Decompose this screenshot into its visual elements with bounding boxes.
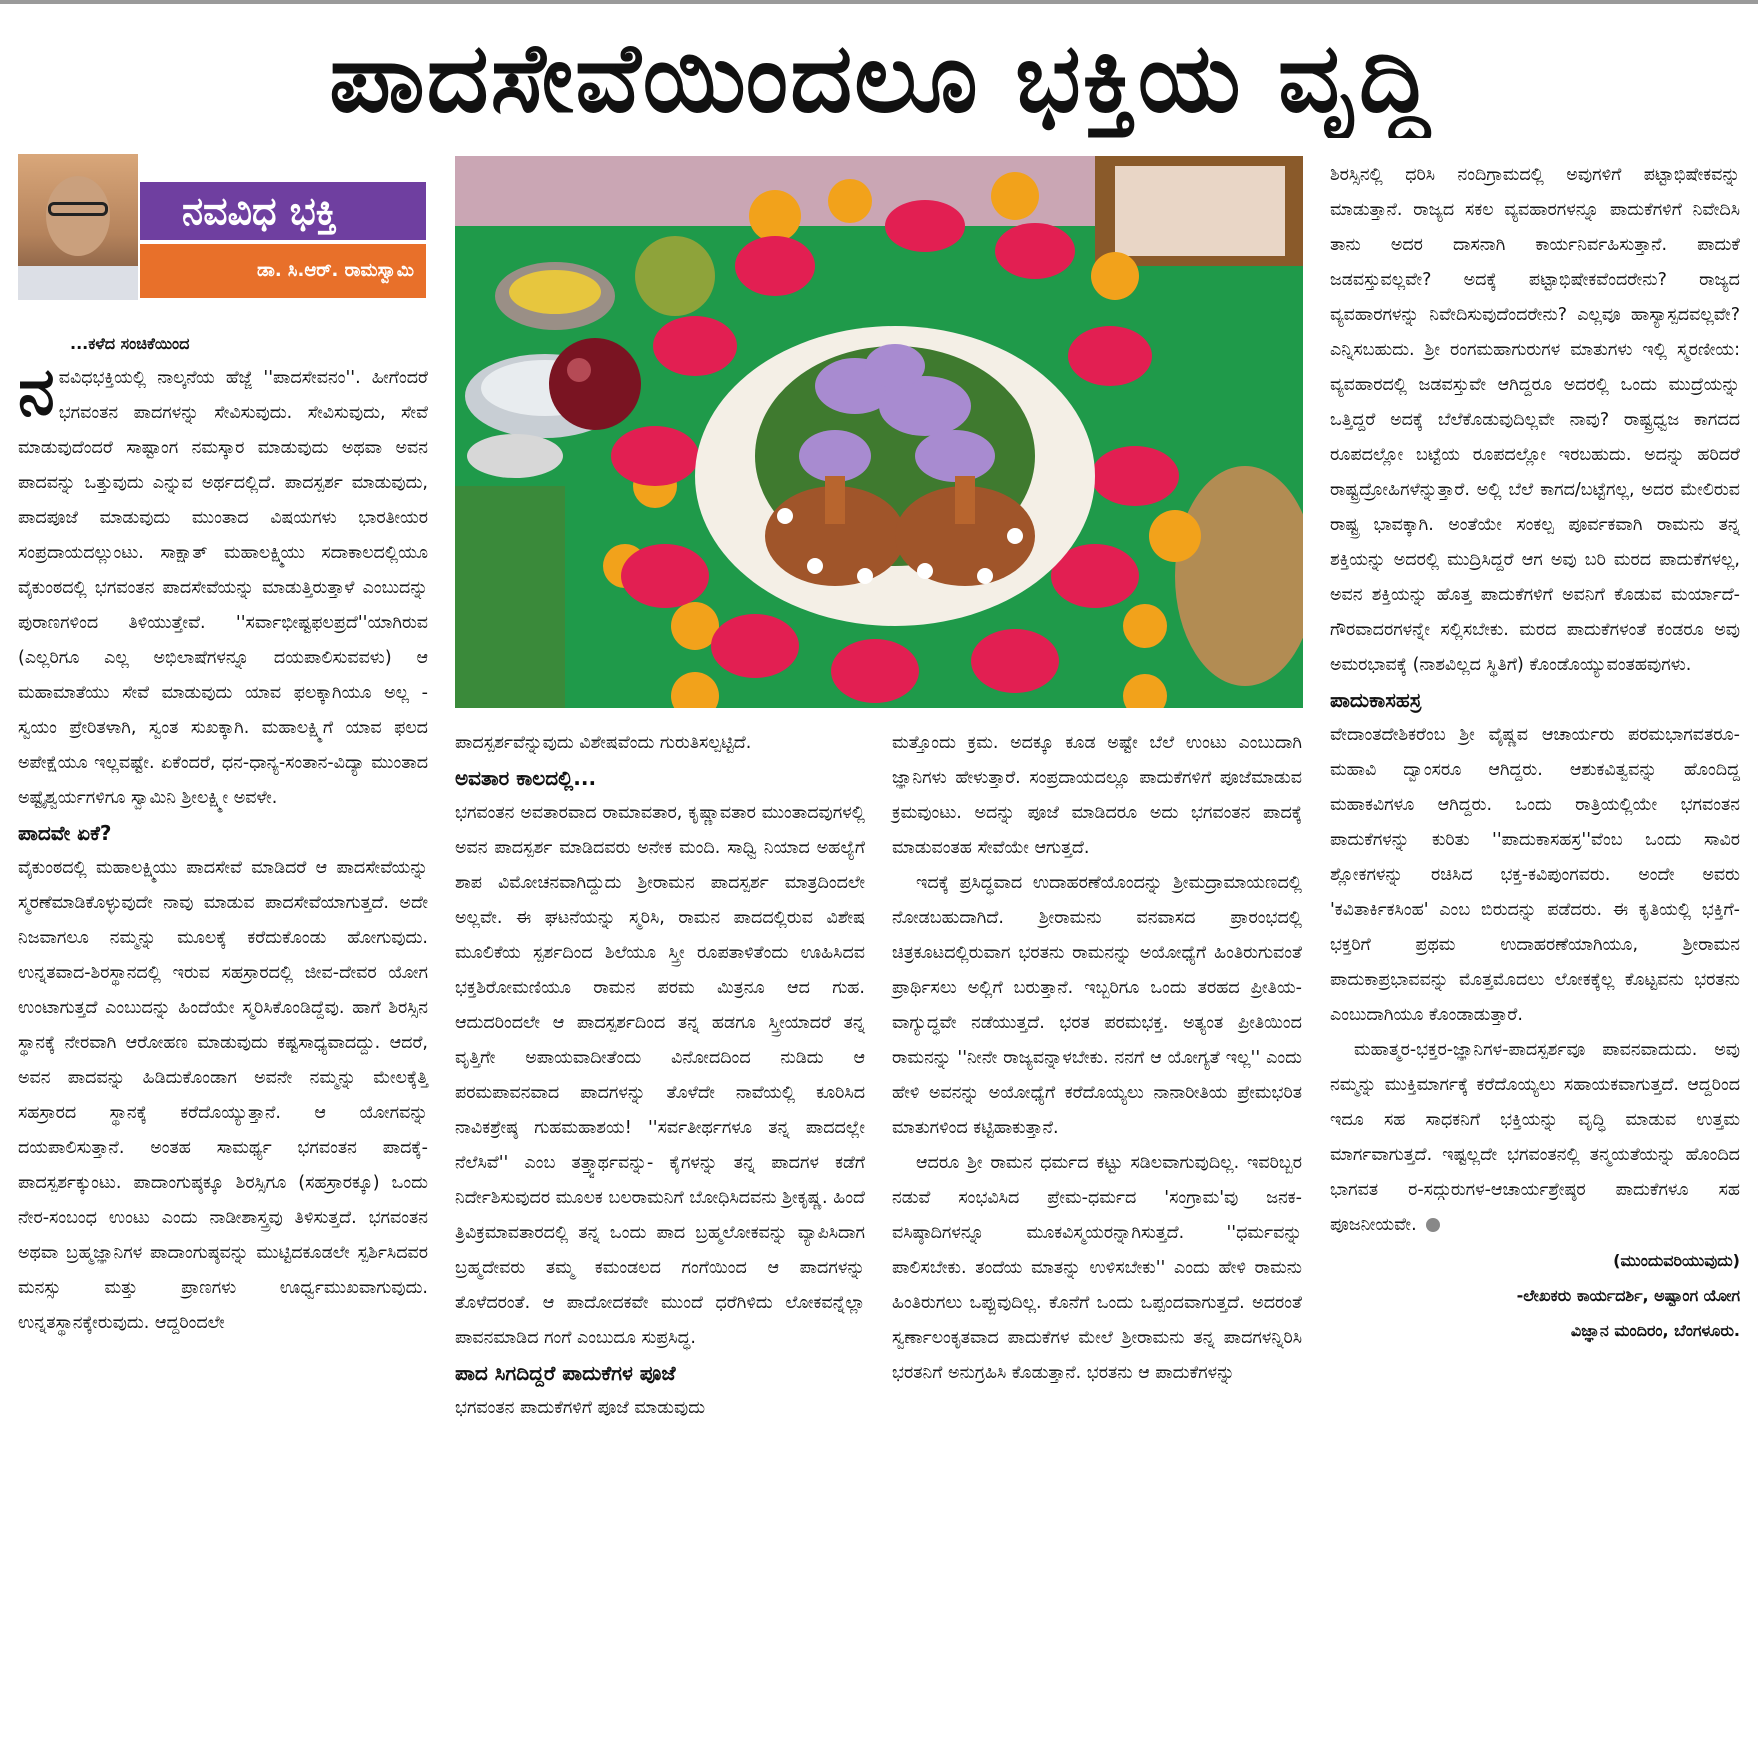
author-name: ಡಾ. ಸಿ.ಆರ್. ರಾಮಸ್ವಾಮಿ (140, 244, 426, 298)
col3-paragraph-2: ಇದಕ್ಕೆ ಪ್ರಸಿದ್ಧವಾದ ಉದಾಹರಣೆಯೊಂದನ್ನು ಶ್ರೀಮದ್ರಾಮಾಯಣದಲ್ಲಿ ನೋಡಬಹುದಾಗಿದೆ. ಶ್ರೀರಾಮನು ವನವಾಸದ ಪ್ರಾರಂಭದಲ್ಲಿ ಚಿತ್ರಕೂಟದಲ್ಲಿರುವಾಗ ಭರತನು ರಾಮನನ್ನು ಅಯೋಧ್ಯೆಗೆ ಹಿಂತಿರುಗುವಂತೆ ಪ್ರಾರ್ಥಿಸಲು ಅಲ್ಲಿಗೆ ಬರುತ್ತಾನೆ. ಇಬ್ಬರಿಗೂ ಒಂದು ತರಹದ ಪ್ರೀತಿಯ-ವಾಗ್ಯುದ್ಧವೇ ನಡೆಯುತ್ತದೆ. ಭರತ ಪರಮಭಕ್ತ. ಅತ್ಯಂತ ಪ್ರೀತಿಯಿಂದ ರಾಮನನ್ನು ''ನೀನೇ ರಾಜ್ಯವನ್ನಾಳಬೇಕು. ನನಗೆ ಆ ಯೋಗ್ಯತೆ ಇಲ್ಲ'' ಎಂದು ಹೇಳಿ ಅವನನ್ನು ಅಯೋಧ್ಯೆಗೆ ಕರೆದೊಯ್ಯಲು ನಾನಾರೀತಿಯ ಪ್ರೇಮಭರಿತ ಮಾತುಗಳಿಂದ ಕಟ್ಟಿಹಾಕುತ್ತಾನೆ. (892, 873, 1302, 1138)
col4-paragraph-3 (1330, 1033, 1740, 1243)
subheading-why-feet: ಪಾದವೇ ಏಕೆ? (18, 821, 112, 845)
text-column-4 (1330, 158, 1740, 1744)
author-note-line-1: -ಲೇಖಕರು ಕಾರ್ಯದರ್ಶಿ, ಅಷ್ಟಾಂಗ ಯೋಗ (1516, 1286, 1740, 1305)
text-column-3 (892, 726, 1302, 1744)
subheading-paduka-puja: ಪಾದ ಸಿಗದಿದ್ದರೆ ಪಾದುಕೆಗಳ ಪೂಜೆ (455, 1361, 676, 1385)
author-face (46, 176, 110, 256)
end-mark-icon (1426, 1218, 1440, 1232)
author-photo (18, 154, 138, 300)
col4-paragraph-1: ಶಿರಸ್ಸಿನಲ್ಲಿ ಧರಿಸಿ ನಂದಿಗ್ರಾಮದಲ್ಲಿ ಅವುಗಳಿಗೆ ಪಟ್ಟಾಭಿಷೇಕವನ್ನು ಮಾಡುತ್ತಾನೆ. ರಾಜ್ಯದ ಸಕಲ ವ್ಯವಹಾರಗಳನ್ನೂ ಪಾದುಕೆಗಳಿಗೆ ನಿವೇದಿಸಿ ತಾನು ಅದರ ದಾಸನಾಗಿ ಕಾರ್ಯನಿರ್ವಹಿಸುತ್ತಾನೆ. ಪಾದುಕೆ ಜಡವಸ್ತುವಲ್ಲವೇ? ಅದಕ್ಕೆ ಪಟ್ಟಾಭಿಷೇಕವೆಂದರೇನು? ರಾಜ್ಯದ ವ್ಯವಹಾರಗಳನ್ನು ನಿವೇದಿಸುವುದೆಂದರೇನು? ಎಲ್ಲವೂ ಹಾಸ್ಯಾಸ್ಪದವಲ್ಲವೇ? ಎನ್ನಿಸಬಹುದು. ಶ್ರೀ ರಂಗಮಹಾಗುರುಗಳ ಮಾತುಗಳು ಇಲ್ಲಿ ಸ್ಮರಣೀಯ: ವ್ಯವಹಾರದಲ್ಲಿ ಜಡವಸ್ತುವೇ ಆಗಿದ್ದರೂ ಅದರಲ್ಲಿ ಒಂದು ಮುದ್ರೆಯನ್ನು ಒತ್ತಿದ್ದರೆ ಅದಕ್ಕೆ ಬೆಲೆಕೊಡುವುದಿಲ್ಲವೇ ನಾವು? ರಾಷ್ಟ್ರಧ್ವಜ ಕಾಗದದ ರೂಪದಲ್ಲೋ ಬಟ್ಟೆಯ ರೂಪದಲ್ಲೋ ಇರಬಹುದು. ಅದನ್ನು ಹರಿದರೆ ರಾಷ್ಟ್ರದ್ರೋಹಿಗಳೆನ್ನುತ್ತಾರೆ. ಅಲ್ಲಿ ಬೆಲೆ ಕಾಗದ/ಬಟ್ಟೆಗಲ್ಲ, ಅದರ ಮೇಲಿರುವ ರಾಷ್ಟ್ರ ಭಾವಕ್ಕಾಗಿ. ಅಂತೆಯೇ ಸಂಕಲ್ಪ ಪೂರ್ವಕವಾಗಿ ರಾಮನು ತನ್ನ ಶಕ್ತಿಯನ್ನು ಅದರಲ್ಲಿ ಮುದ್ರಿಸಿದ್ದರೆ ಆಗ ಅವು ಬರಿ ಮರದ ಪಾದುಕೆಗಳಲ್ಲ, ಅವನ ಶಕ್ತಿಯನ್ನು ಹೊತ್ತ ಪಾದುಕೆಗಳಿಗೆ ಅವನಿಗೆ ಕೊಡುವ ಮರ್ಯಾದೆ-ಗೌರವಾದರಗಳನ್ನೇ ಸಲ್ಲಿಸಬೇಕು. ಮರದ ಪಾದುಕೆಗಳಂತೆ ಕಂಡರೂ ಅವು ಅಮರಭಾವಕ್ಕೆ (ನಾಶವಿಲ್ಲದ ಸ್ಥಿತಿಗೆ) ಕೊಂಡೊಯ್ಯುವಂತಹವುಗಳು. (1330, 165, 1740, 675)
col2-paragraph-3: ಭಗವಂತನ ಪಾದುಕೆಗಳಿಗೆ ಪೂಜೆ ಮಾಡುವುದು (455, 1398, 706, 1418)
subheading-avatara-period: ಅವತಾರ ಕಾಲದಲ್ಲಿ... (455, 766, 597, 790)
top-rule (0, 0, 1758, 4)
col2-paragraph-2: ಭಗವಂತನ ಅವತಾರವಾದ ರಾಮಾವತಾರ, ಕೃಷ್ಣಾವತಾರ ಮುಂತಾದವುಗಳಲ್ಲಿ ಅವನ ಪಾದಸ್ಪರ್ಶ ಮಾಡಿದವರು ಅನೇಕ ಮಂದಿ. ಸಾಧ್ವಿ ನಿಯಾದ ಅಹಲ್ಯೆಗೆ ಶಾಪ ವಿಮೋಚನವಾಗಿದ್ದುದು ಶ್ರೀರಾಮನ ಪಾದಸ್ಪರ್ಶ ಮಾತ್ರದಿಂದಲೇ ಅಲ್ಲವೇ. ಈ ಘಟನೆಯನ್ನು ಸ್ಮರಿಸಿ, ರಾಮನ ಪಾದದಲ್ಲಿರುವ ವಿಶೇಷ ಮೂಲಿಕೆಯ ಸ್ಪರ್ಶದಿಂದ ಶಿಲೆಯೂ ಸ್ತ್ರೀ ರೂಪತಾಳಿತೆಂದು ಊಹಿಸಿದವ ಭಕ್ತಶಿರೋಮಣಿಯೂ ರಾಮನ ಪರಮ ಮಿತ್ರನೂ ಆದ ಗುಹ. ಆದುದರಿಂದಲೇ ಆ ಪಾದಸ್ಪರ್ಶದಿಂದ ತನ್ನ ಹಡಗೂ ಸ್ತ್ರೀಯಾದರೆ ತನ್ನ ವೃತ್ತಿಗೇ ಅಪಾಯವಾದೀತೆಂದು ವಿನೋದದಿಂದ ನುಡಿದು ಆ ಪರಮಪಾವನವಾದ ಪಾದಗಳನ್ನು ತೊಳೆದೇ ನಾವೆಯಲ್ಲಿ ಕೂರಿಸಿದ ನಾವಿಕಶ್ರೇಷ್ಠ ಗುಹಮಹಾಶಯ! ''ಸರ್ವತೀರ್ಥಗಳೂ ತನ್ನ ಪಾದದಲ್ಲೇ ನೆಲೆಸಿವೆ'' ಎಂಬ ತತ್ತ್ವಾರ್ಥವನ್ನು- ಕೈಗಳನ್ನು ತನ್ನ ಪಾದಗಳ ಕಡೆಗೆ ನಿರ್ದೇಶಿಸುವುದರ ಮೂಲಕ ಬಲರಾಮನಿಗೆ ಬೋಧಿಸಿದವನು ಶ್ರೀಕೃಷ್ಣ. ಹಿಂದೆ ತ್ರಿವಿಕ್ರಮಾವತಾರದಲ್ಲಿ ತನ್ನ ಒಂದು ಪಾದ ಬ್ರಹ್ಮಲೋಕವನ್ನು ವ್ಯಾಪಿಸಿದಾಗ ಬ್ರಹ್ಮದೇವರು ತಮ್ಮ ಕಮಂಡಲದ ಗಂಗೆಯಿಂದ ಆ ಪಾದಗಳನ್ನು ತೊಳೆದರಂತೆ. ಆ ಪಾದೋದಕವೇ ಮುಂದೆ ಧರೆಗಿಳಿದು ಲೋಕವನ್ನೆಲ್ಲಾ ಪಾವನಮಾಡಿದ ಗಂಗೆ ಎಂಬುದೂ ಸುಪ್ರಸಿದ್ಧ. (455, 803, 865, 1348)
subheading-paduka-sahasra: ಪಾದುಕಾಸಹಸ್ರ (1330, 688, 1422, 712)
col3-paragraph-3: ಆದರೂ ಶ್ರೀ ರಾಮನ ಧರ್ಮದ ಕಟ್ಟು ಸಡಿಲವಾಗುವುದಿಲ್ಲ. ಇವರಿಬ್ಬರ ನಡುವೆ ಸಂಭವಿಸಿದ ಪ್ರೇಮ-ಧರ್ಮದ 'ಸಂಗ್ರಾಮ'ವು ಜನಕ-ವಸಿಷ್ಠಾದಿಗಳನ್ನೂ ಮೂಕವಿಸ್ಮಯರನ್ನಾಗಿಸುತ್ತದೆ. ''ಧರ್ಮವನ್ನು ಪಾಲಿಸಬೇಕು. ತಂದೆಯ ಮಾತನ್ನು ಉಳಿಸಬೇಕು'' ಎಂದು ಹೇಳಿ ರಾಮನು ಹಿಂತಿರುಗಲು ಒಪ್ಪುವುದಿಲ್ಲ. ಕೊನೆಗೆ ಒಂದು ಒಪ್ಪಂದವಾಗುತ್ತದೆ. ಅದರಂತೆ ಸ್ವರ್ಣಾಲಂಕೃತವಾದ ಪಾದುಕೆಗಳ ಮೇಲೆ ಶ್ರೀರಾಮನು ತನ್ನ ಪಾದಗಳನ್ನಿರಿಸಿ ಭರತನಿಗೆ ಅನುಗ್ರಹಿಸಿ ಕೊಡುತ್ತಾನೆ. ಭರತನು ಆ ಪಾದುಕೆಗಳನ್ನು (892, 1153, 1302, 1383)
col1-paragraph-1-text: ವವಿಧಭಕ್ತಿಯಲ್ಲಿ ನಾಲ್ಕನೆಯ ಹೆಜ್ಜೆ ''ಪಾದಸೇವನಂ''. ಹೀಗೆಂದರೆ ಭಗವಂತನ ಪಾದಗಳನ್ನು ಸೇವಿಸುವುದು. ಸೇವಿಸುವುದು, ಸೇವೆ ಮಾಡುವುದೆಂದರೆ ಸಾಷ್ಟಾಂಗ ನಮಸ್ಕಾರ ಮಾಡುವುದು ಅಥವಾ ಅವನ ಪಾದವನ್ನು ಒತ್ತುವುದು ಎನ್ನುವ ಅರ್ಥದಲ್ಲಿದೆ. ಪಾದಸ್ಪರ್ಶ ಮಾಡುವುದು, ಪಾದಪೂಜೆ ಮಾಡುವುದು ಮುಂತಾದ ವಿಷಯಗಳು ಭಾರತೀಯರ ಸಂಪ್ರದಾಯದಲ್ಲುಂಟು. ಸಾಕ್ಷಾತ್ ಮಹಾಲಕ್ಷ್ಮಿಯು ಸದಾಕಾಲದಲ್ಲಿಯೂ ವೈಕುಂಠದಲ್ಲಿ ಭಗವಂತನ ಪಾದಸೇವೆಯನ್ನು ಮಾಡುತ್ತಿರುತ್ತಾಳೆ ಎಂಬುದನ್ನು ಪುರಾಣಗಳಿಂದ ತಿಳಿಯುತ್ತೇವೆ. ''ಸರ್ವಾಭೀಷ್ಟಫಲಪ್ರದೆ''ಯಾಗಿರುವ (ಎಲ್ಲರಿಗೂ ಎಲ್ಲ ಅಭಿಲಾಷೆಗಳನ್ನೂ ದಯಪಾಲಿಸುವವಳು) ಆ ಮಹಾಮಾತೆಯು ಸೇವೆ ಮಾಡುವುದು ಯಾವ ಫಲಕ್ಕಾಗಿಯೂ ಅಲ್ಲ - ಸ್ವಯಂ ಪ್ರೇರಿತಳಾಗಿ, ಸ್ವಂತ ಸುಖಕ್ಕಾಗಿ. ಮಹಾಲಕ್ಷ್ಮಿಗೆ ಯಾವ ಫಲದ ಅಪೇಕ್ಷೆಯೂ ಇಲ್ಲವಷ್ಟೇ. ಏಕೆಂದರೆ, ಧನ-ಧಾನ್ಯ-ಸಂತಾನ-ವಿದ್ಯಾ ಮುಂತಾದ ಅಷ್ಟೈಶ್ವರ್ಯಗಳಿಗೂ ಸ್ವಾಮಿನಿ ಶ್ರೀಲಕ್ಷ್ಮೀ ಅವಳೇ. (18, 368, 428, 808)
author-note-line-2: ವಿಜ್ಞಾನ ಮಂದಿರಂ, ಬೆಂಗಳೂರು. (1570, 1321, 1740, 1340)
column-title: ನವವಿಧ ಭಕ್ತಿ (140, 182, 426, 240)
col4-paragraph-2: ವೇದಾಂತದೇಶಿಕರೆಂಬ ಶ್ರೀ ವೈಷ್ಣವ ಆಚಾರ್ಯರು ಪರಮಭಾಗವತರೂ-ಮಹಾವಿ ದ್ವಾಂಸರೂ ಆಗಿದ್ದರು. ಆಶುಕವಿತ್ವವನ್ನು ಹೊಂದಿದ್ದ ಮಹಾಕವಿಗಳೂ ಆಗಿದ್ದರು. ಒಂದು ರಾತ್ರಿಯಲ್ಲಿಯೇ ಭಗವಂತನ ಪಾದುಕೆಗಳನ್ನು ಕುರಿತು ''ಪಾದುಕಾಸಹಸ್ರ''ವೆಂಬ ಒಂದು ಸಾವಿರ ಶ್ಲೋಕಗಳನ್ನು ರಚಿಸಿದ ಭಕ್ತ-ಕವಿಪುಂಗವರು. ಅಂದೇ ಅವರು 'ಕವಿತಾರ್ಕಿಕಸಿಂಹ' ಎಂಬ ಬಿರುದನ್ನು ಪಡೆದರು. ಈ ಕೃತಿಯಲ್ಲಿ ಭಕ್ತಿಗೆ-ಭಕ್ತರಿಗೆ ಪ್ರಥಮ ಉದಾಹರಣೆಯಾಗಿಯೂ, ಶ್ರೀರಾಮನ ಪಾದುಕಾಪ್ರಭಾವವನ್ನು ಮೊತ್ತಮೊದಲು ಲೋಕಕ್ಕೆಲ್ಲ ಕೊಟ್ಟವನು ಭರತನು ಎಂಬುದಾಗಿಯೂ ಕೊಂಡಾಡುತ್ತಾರೆ. (1330, 725, 1740, 1025)
glasses-icon (48, 202, 108, 216)
col2-paragraph-1: ಪಾದಸ್ಪರ್ಶವೆನ್ನುವುದು ವಿಶೇಷವೆಂದು ಗುರುತಿಸಲ್ಪಟ್ಟಿದೆ. (455, 733, 752, 753)
article-photo (455, 156, 1303, 708)
author-shirt (18, 266, 138, 300)
col3-paragraph-1: ಮತ್ತೊಂದು ಕ್ರಮ. ಅದಕ್ಕೂ ಕೂಡ ಅಷ್ಟೇ ಬೆಲೆ ಉಂಟು ಎಂಬುದಾಗಿ ಜ್ಞಾನಿಗಳು ಹೇಳುತ್ತಾರೆ. ಸಂಪ್ರದಾಯದಲ್ಲೂ ಪಾದುಕೆಗಳಿಗೆ ಪೂಜೆಮಾಡುವ ಕ್ರಮವುಂಟು. ಅದನ್ನು ಪೂಜೆ ಮಾಡಿದರೂ ಅದು ಭಗವಂತನ ಪಾದಕ್ಕೆ ಮಾಡುವಂತಹ ಸೇವೆಯೇ ಆಗುತ್ತದೆ. (892, 733, 1302, 858)
text-column-2 (455, 726, 865, 1744)
pooja-flower-arrangement-image (455, 156, 1303, 708)
col1-paragraph-1 (18, 353, 428, 816)
col1-paragraph-2: ವೈಕುಂಠದಲ್ಲಿ ಮಹಾಲಕ್ಷ್ಮಿಯು ಪಾದಸೇವೆ ಮಾಡಿದರೆ ಆ ಪಾದಸೇವೆಯನ್ನು ಸ್ಮರಣೆಮಾಡಿಕೊಳ್ಳುವುದೇ ನಾವು ಮಾಡುವ ಪಾದಸೇವೆಯಾಗುತ್ತದೆ. ಅದೇ ನಿಜವಾಗಲೂ ನಮ್ಮನ್ನು ಮೂಲಕ್ಕೆ ಕರೆದುಕೊಂಡು ಹೋಗುವುದು. ಉನ್ನತವಾದ-ಶಿರಸ್ಥಾನದಲ್ಲಿ ಇರುವ ಸಹಸ್ರಾರದಲ್ಲಿ ಜೀವ-ದೇವರ ಯೋಗ ಉಂಟಾಗುತ್ತದೆ ಎಂಬುದನ್ನು ಹಿಂದೆಯೇ ಸ್ಮರಿಸಿಕೊಂಡಿದ್ದೆವು. ಹಾಗೆ ಶಿರಸ್ಸಿನ ಸ್ಥಾನಕ್ಕೆ ನೇರವಾಗಿ ಆರೋಹಣ ಮಾಡುವುದು ಕಷ್ಟಸಾಧ್ಯವಾದದ್ದು. ಆದರೆ, ಅವನ ಪಾದವನ್ನು ಹಿಡಿದುಕೊಂಡಾಗ ಅವನೇ ನಮ್ಮನ್ನು ಮೇಲಕ್ಕೆತ್ತಿ ಸಹಸ್ರಾರದ ಸ್ಥಾನಕ್ಕೆ ಕರೆದೊಯ್ಯುತ್ತಾನೆ. ಆ ಯೋಗವನ್ನು ದಯಪಾಲಿಸುತ್ತಾನೆ. ಅಂತಹ ಸಾಮರ್ಥ್ಯ ಭಗವಂತನ ಪಾದಕ್ಕೆ-ಪಾದಸ್ಪರ್ಶಕ್ಕುಂಟು. ಪಾದಾಂಗುಷ್ಠಕ್ಕೂ ಶಿರಸ್ಸಿಗೂ (ಸಹಸ್ರಾರಕ್ಕೂ) ಒಂದು ನೇರ-ಸಂಬಂಧ ಉಂಟು ಎಂದು ನಾಡೀಶಾಸ್ತ್ರವು ತಿಳಿಸುತ್ತದೆ. ಭಗವಂತನ ಅಥವಾ ಬ್ರಹ್ಮಜ್ಞಾನಿಗಳ ಪಾದಾಂಗುಷ್ಠವನ್ನು ಮುಟ್ಟಿದಕೂಡಲೇ ಸ್ಪರ್ಶಿಸಿದವರ ಮನಸ್ಸು ಮತ್ತು ಪ್ರಾಣಗಳು ಊರ್ಧ್ವಮುಖವಾಗುವುದು. ಉನ್ನತಸ್ಥಾನಕ್ಕೇರುವುದು. ಆದ್ದರಿಂದಲೇ (18, 858, 428, 1333)
text-column-1 (18, 326, 428, 1744)
to-be-continued: (ಮುಂದುವರಿಯುವುದು) (1613, 1251, 1740, 1270)
col4-paragraph-3-text: ಮಹಾತ್ಮರ-ಭಕ್ತರ-ಜ್ಞಾನಿಗಳ-ಪಾದಸ್ಪರ್ಶವೂ ಪಾವನವಾದುದು. ಅವು ನಮ್ಮನ್ನು ಮುಕ್ತಿಮಾರ್ಗಕ್ಕೆ ಕರೆದೊಯ್ಯಲು ಸಹಾಯಕವಾಗುತ್ತದೆ. ಆದ್ದರಿಂದ ಇದೂ ಸಹ ಸಾಧಕನಿಗೆ ಭಕ್ತಿಯನ್ನು ವೃದ್ಧಿ ಮಾಡುವ ಉತ್ತಮ ಮಾರ್ಗವಾಗುತ್ತದೆ. ಇಷ್ಟಲ್ಲದೇ ಭಗವಂತನಲ್ಲಿ ತನ್ಮಯತೆಯನ್ನು ಹೊಂದಿದ ಭಾಗವತ ರ-ಸದ್ಗುರುಗಳ-ಆಚಾರ್ಯಶ್ರೇಷ್ಠರ ಪಾದುಕೆಗಳೂ ಸಹ ಪೂಜನೀಯವೇ. (1330, 1040, 1740, 1235)
dropcap-letter: ನ (18, 353, 55, 430)
headline: ಪಾದಸೇವೆಯಿಂದಲೂ ಭಕ್ತಿಯ ವೃದ್ಧಿ (329, 22, 1431, 134)
continued-from-note: ...ಕಳೆದ ಸಂಚಿಕೆಯಿಂದ (70, 334, 190, 353)
